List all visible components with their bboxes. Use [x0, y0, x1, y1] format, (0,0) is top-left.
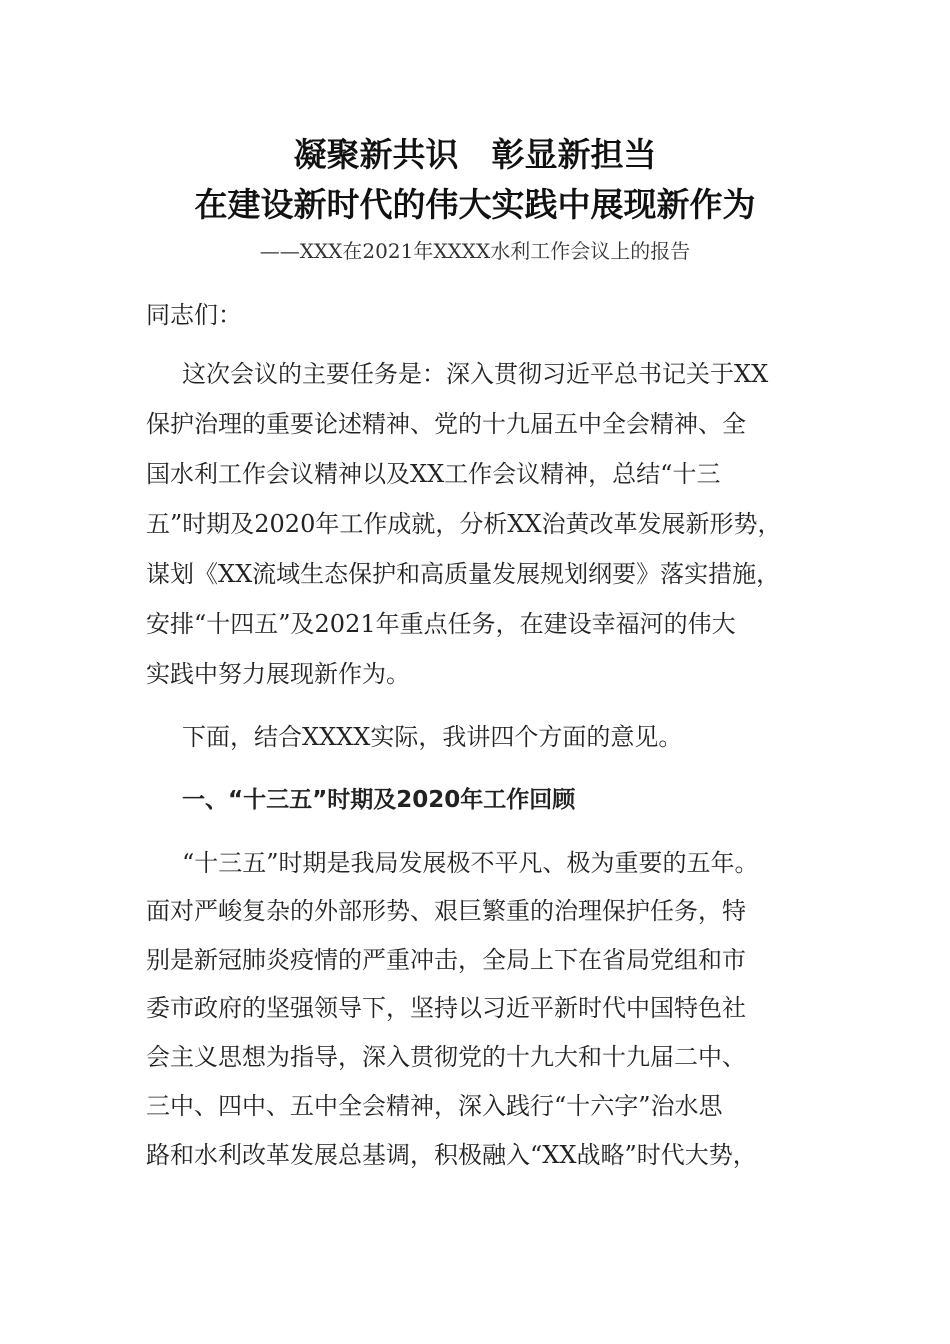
subtitle: ——XXX在2021年XXXX水利工作会议上的报告: [259, 239, 691, 263]
paragraph-1-line: 安排“十四五”及2021年重点任务，在建设幸福河的伟大: [146, 610, 736, 638]
paragraph-3-line: 面对严峻复杂的外部形势、艰巨繁重的治理保护任务，特: [146, 897, 746, 925]
salutation: 同志们：: [146, 301, 242, 329]
section-1-heading: 一、“十三五”时期及2020年工作回顾: [182, 787, 576, 813]
paragraph-1-line: 谋划《XX流域生态保护和高质量发展规划纲要》落实措施，: [146, 560, 781, 588]
paragraph-1-line: 五”时期及2020年工作成就，分析XX治黄改革发展新形势，: [146, 510, 782, 538]
paragraph-1-line: 这次会议的主要任务是：深入贯彻习近平总书记关于XX: [182, 360, 769, 388]
paragraph-2: 下面，结合XXXX实际，我讲四个方面的意见。: [182, 723, 683, 751]
title-line-2: 在建设新时代的伟大实践中展现新作为: [194, 185, 756, 224]
paragraph-3-line: 别是新冠肺炎疫情的严重冲击，全局上下在省局党组和市: [146, 946, 746, 974]
paragraph-3-line: 委市政府的坚强领导下，坚持以习近平新时代中国特色社: [146, 994, 746, 1022]
title-line-1: 凝聚新共识 彰显新担当: [293, 135, 657, 174]
paragraph-3-line: 三中、四中、五中全会精神，深入践行“十六字”治水思: [146, 1092, 723, 1120]
paragraph-3-line: 路和水利改革发展总基调，积极融入“XX战略”时代大势，: [146, 1141, 757, 1169]
paragraph-1-line: 国水利工作会议精神以及XX工作会议精神，总结“十三: [146, 460, 721, 488]
paragraph-1-line: 保护治理的重要论述精神、党的十九届五中全会精神、全: [146, 410, 746, 438]
paragraph-1-line: 实践中努力展现新作为。: [146, 660, 410, 688]
paragraph-3-line: 会主义思想为指导，深入贯彻党的十九大和十九届二中、: [146, 1043, 746, 1071]
paragraph-3-line: “十三五”时期是我局发展极不平凡、极为重要的五年。: [182, 849, 759, 877]
